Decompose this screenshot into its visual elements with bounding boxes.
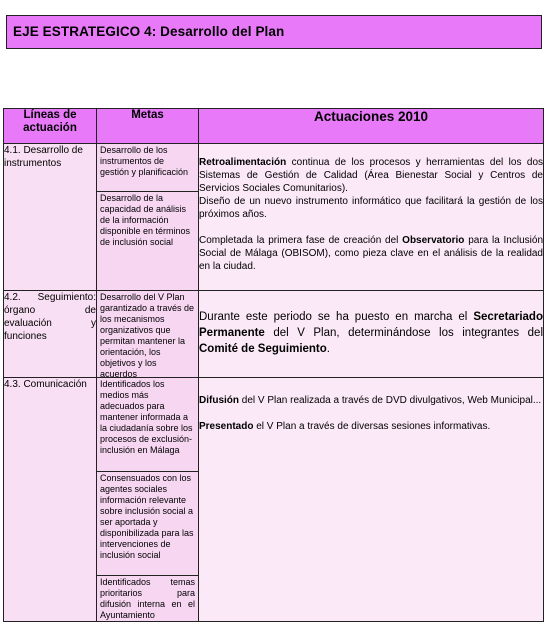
- actuaciones-cell: [199, 378, 544, 622]
- text: del V Plan, determinándose los integrantes del: [264, 327, 543, 339]
- text: del V Plan realizada a través de DVD divulgativos, Web Municipal...: [239, 395, 542, 406]
- metas-cell: [97, 291, 199, 378]
- text: Completada la primera fase de creación del: [199, 235, 403, 246]
- actuacion-paragraph: [199, 394, 543, 407]
- col-header-lineas: Líneas de actuación: [4, 109, 97, 144]
- bold-term: Observatorio: [402, 235, 465, 246]
- text: Durante este periodo se ha puesto en marcha el: [199, 311, 474, 323]
- table-row: [4, 144, 544, 291]
- meta-item: Identificados los medios más adecuados para mantener informada a la ciudadanía sobre los procesos de exclusión-inclusión en Málaga: [97, 378, 198, 472]
- bold-term: Secretariado Permanente: [199, 311, 543, 339]
- meta-item: Desarrollo del V Plan garantizado a través de los mecanismos organizativos que permitan mantener la orientación, los objetivos y los acuerdos: [100, 292, 195, 379]
- text: .: [326, 343, 330, 355]
- actuacion-paragraph: Diseño de un nuevo instrumento informático que facilitará la gestión de los próximos años.: [199, 196, 543, 220]
- actuacion-paragraph: [199, 309, 543, 357]
- meta-item: Consensuados con los agentes sociales información relevante sobre inclusión social a ser aportada y disponibilizada para las intervenciones de inclusión social: [97, 472, 198, 576]
- actuaciones-cell: [199, 144, 544, 291]
- actuacion-paragraph: [199, 234, 543, 273]
- bold-term: Presentado: [199, 421, 254, 432]
- table-header-row: [4, 109, 544, 144]
- actuacion-paragraph: [199, 420, 543, 433]
- table-row: [4, 291, 544, 378]
- meta-item: Identificados temas prioritarios para difusión interna en el Ayuntamiento: [100, 577, 195, 620]
- col-header-metas: Metas: [97, 109, 199, 144]
- metas-cell: [97, 144, 199, 291]
- text: continua de los procesos y herramientas del los dos Sistemas de Gestión de Calidad (Área Bienestar Social y Centros de Servicios Sociales Comunitarios).: [199, 157, 543, 194]
- text: para la Inclusión Social de Málaga (OBISOM), como pieza clave en el análisis de la realidad en la ciudad.: [199, 235, 543, 272]
- linea-cell: 4.3. Comunicación: [4, 378, 97, 622]
- plan-table: [3, 108, 544, 622]
- meta-item: Desarrollo de la capacidad de análisis de la información disponible en términos de inclusión social: [100, 193, 191, 247]
- axis-title: EJE ESTRATEGICO 4: Desarrollo del Plan: [13, 24, 285, 39]
- metas-cell: [97, 378, 199, 622]
- bold-term: Comité de Seguimiento: [199, 343, 327, 355]
- bold-term: Difusión: [199, 395, 239, 406]
- actuacion-paragraph: [199, 156, 543, 195]
- table-row: [4, 378, 544, 622]
- col-header-actuaciones: Actuaciones 2010: [199, 109, 544, 144]
- actuaciones-cell: [199, 291, 544, 378]
- linea-cell: 4.1. Desarrollo de instrumentos: [4, 144, 97, 291]
- linea-cell: 4.2. Seguimiento: órgano de evaluación y funciones: [4, 291, 97, 378]
- axis-title-box: [6, 15, 542, 49]
- meta-item: Desarrollo de los instrumentos de gestión y planificación: [97, 144, 198, 192]
- text: el V Plan a través de diversas sesiones informativas.: [253, 421, 491, 432]
- bold-term: Retroalimentación: [199, 157, 287, 168]
